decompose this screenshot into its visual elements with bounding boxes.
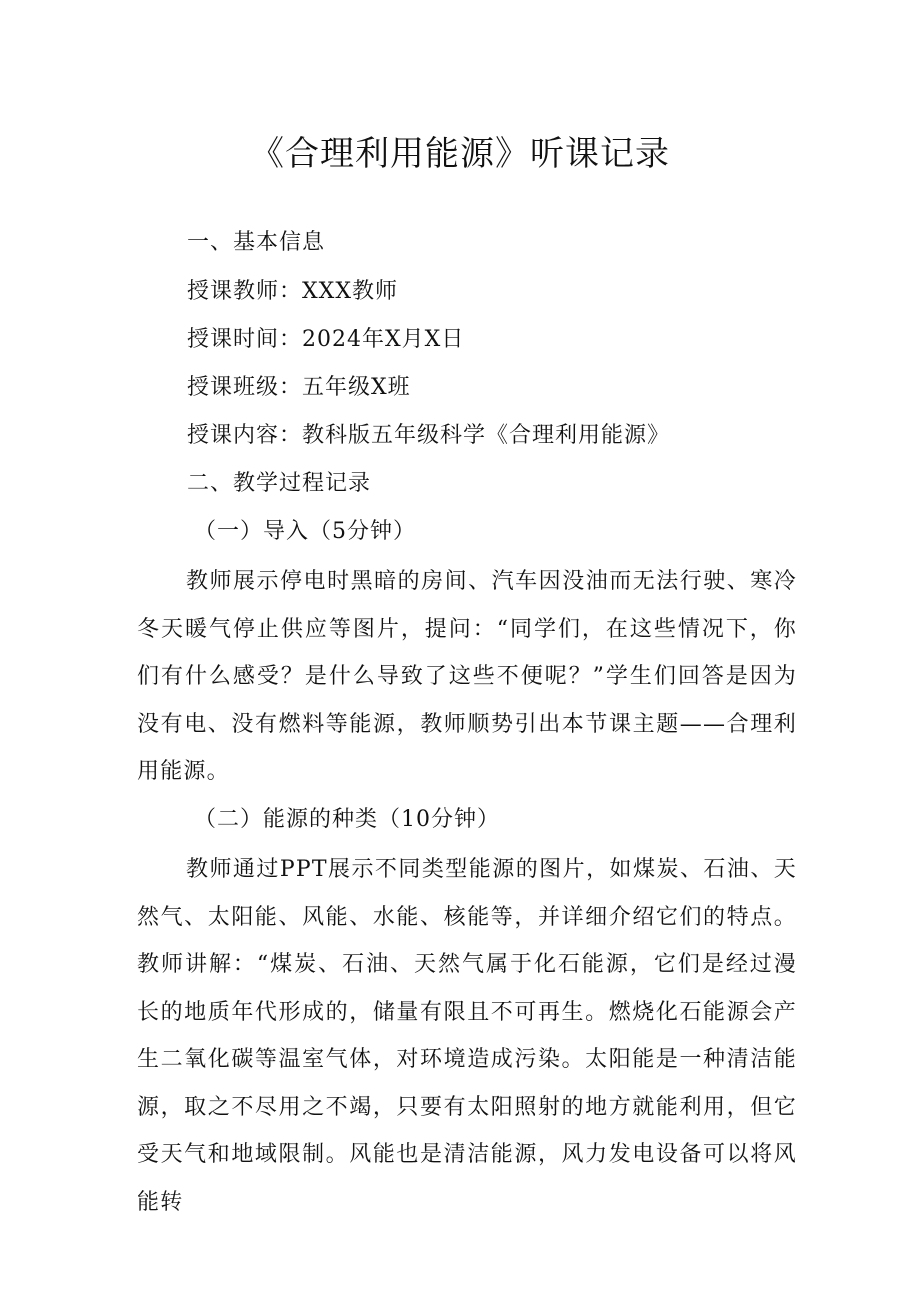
subsection-heading-energy-types: （二）能源的种类（10分钟） xyxy=(194,807,500,832)
info-time: 授课时间：2024年X月X日 xyxy=(187,327,465,352)
paragraph-energy-types: 教师通过PPT展示不同类型能源的图片，如煤炭、石油、天然气、太阳能、风能、水能、核能等，并详细介绍它们的特点。教师讲解：“煤炭、石油、天然气属于化石能源，它们是经过漫长的地质年代形成的，储量有限且不可再生。燃烧化石能源会产生二氧化碳等温室气体，对环境造成污染。太阳能是一种清洁能源，取之不尽用之不竭，只要有太阳照射的地方就能利用，但它受天气和地域限制。风能也是清洁能源，风力发电设备可以将风能转 xyxy=(137,857,797,1215)
subsection-heading-intro: （一）导入（5分钟） xyxy=(194,519,416,544)
info-content: 授课内容：教科版五年级科学《合理利用能源》 xyxy=(187,423,671,448)
info-class: 授课班级：五年级X班 xyxy=(187,375,411,400)
document-title: 《合理利用能源》听课记录 xyxy=(250,134,670,174)
section-heading-teaching-process: 二、教学过程记录 xyxy=(187,471,372,496)
section-heading-basic-info: 一、基本信息 xyxy=(187,230,326,255)
info-teacher: 授课教师：XXX教师 xyxy=(187,279,398,304)
paragraph-intro: 教师展示停电时黑暗的房间、汽车因没油而无法行驶、寒冷冬天暖气停止供应等图片，提问：“同学们，在这些情况下，你们有什么感受？是什么导致了这些不便呢？”学生们回答是因为没有电、没有燃料等能源，教师顺势引出本节课主题——合理利用能源。 xyxy=(137,569,797,784)
